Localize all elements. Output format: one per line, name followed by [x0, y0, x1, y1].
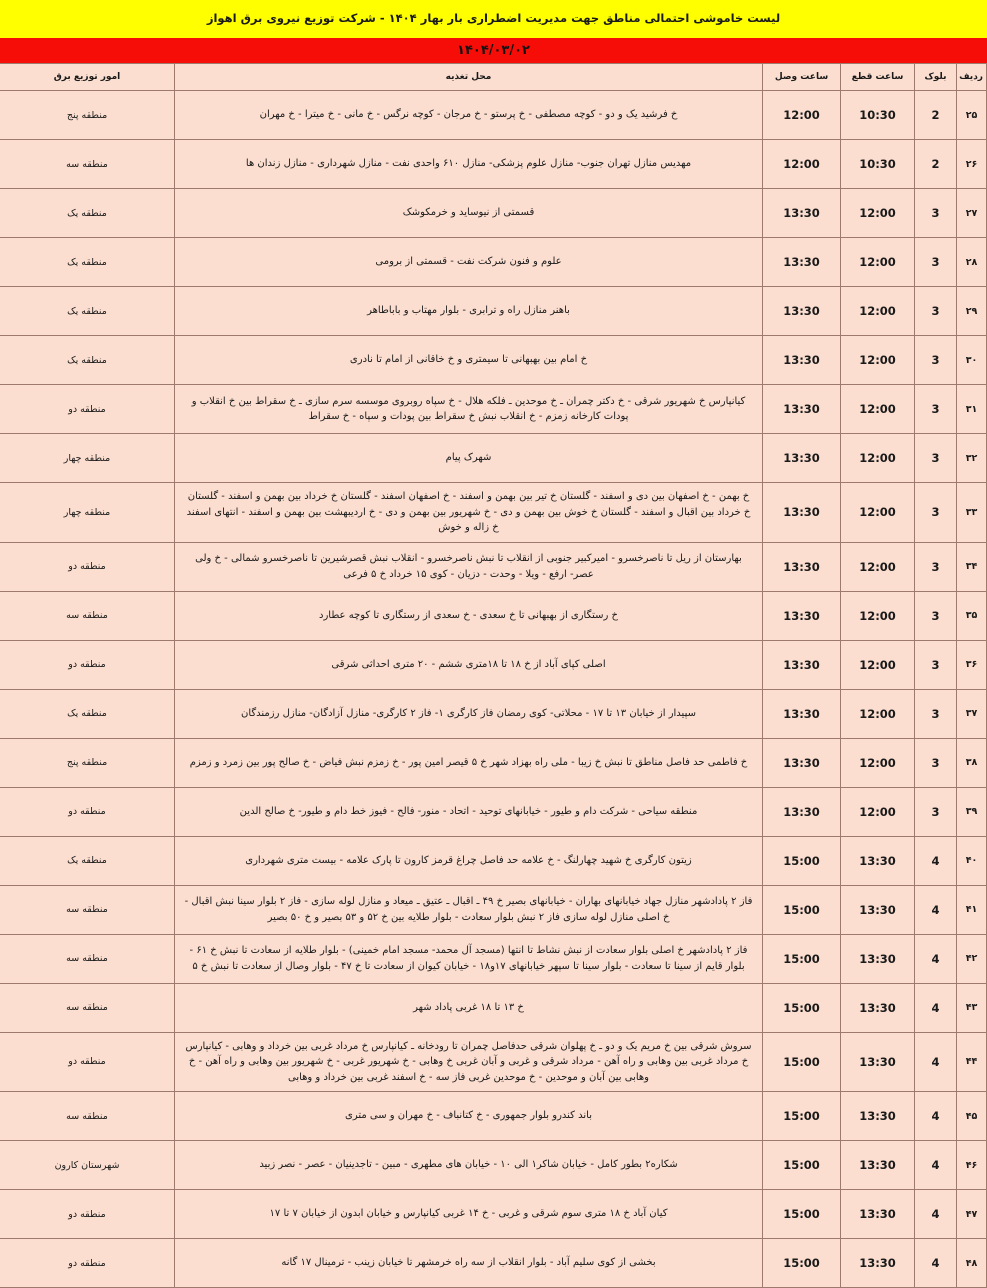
cell-radif: ۴۸ — [957, 1239, 987, 1288]
table-row — [0, 934, 987, 983]
cell-connect-time: 13:30 — [763, 640, 841, 689]
table-row — [0, 1092, 987, 1141]
cell-distribution-office: منطقه یک — [0, 287, 175, 336]
table-row — [0, 287, 987, 336]
cell-connect-time: 13:30 — [763, 689, 841, 738]
cell-disconnect-time: 12:00 — [841, 542, 915, 591]
cell-distribution-office: شهرستان کارون — [0, 1141, 175, 1190]
cell-block: 4 — [915, 1190, 957, 1239]
title-banner — [0, 0, 987, 38]
cell-disconnect-time: 10:30 — [841, 140, 915, 189]
page-title: لیست خاموشی احتمالی مناطق جهت مدیریت اضطراری بار بهار ۱۴۰۴ - شرکت توزیع نیروی برق اهواز — [206, 10, 781, 25]
cell-distribution-office: منطقه پنج — [0, 738, 175, 787]
cell-connect-time: 12:00 — [763, 140, 841, 189]
cell-disconnect-time: 12:00 — [841, 385, 915, 434]
cell-distribution-office: منطقه دو — [0, 542, 175, 591]
cell-feeding-location: سروش شرقی بین خ مریم یک و دو ـ خ پهلوان شرقی حدفاصل چمران تا رودخانه ـ کیانپارس خ مرداد غربی بین خرداد و وهابی - کیانپارس خ مرداد غربی بین وهابی و راه آهن - مرداد شرقی و غربی و آبان غربی خ وهابی - خ شهریور غربی - خ شهریور بین وهابی و راه آهن - خ وهابی بین آبان و موحدین - خ موحدین غربی فاز سه - خ اسفند غربی بین خرداد و وهابی — [175, 1032, 763, 1092]
table-row — [0, 885, 987, 934]
cell-block: 4 — [915, 885, 957, 934]
cell-connect-time: 12:00 — [763, 91, 841, 140]
cell-connect-time: 15:00 — [763, 1032, 841, 1092]
table-row — [0, 238, 987, 287]
cell-distribution-office: منطقه دو — [0, 385, 175, 434]
cell-disconnect-time: 10:30 — [841, 91, 915, 140]
cell-feeding-location: خ بهمن - خ اصفهان بین دی و اسفند - گلستان خ تیر بین بهمن و اسفند - خ اصفهان اسفند - گلستان خ خرداد بین بهمن و اسفند - گلستان خ خرداد بین اقبال و اسفند - گلستان خ خوش بین بهمن و دی - خ شهریور بین بهمن و دی - خ اردیبهشت بین بهمن و اسفند - انتهای اسفند خ زاله و خوش — [175, 483, 763, 543]
cell-distribution-office: منطقه سه — [0, 934, 175, 983]
column-header-connect-time: ساعت وصل — [763, 64, 841, 91]
cell-disconnect-time: 12:00 — [841, 738, 915, 787]
cell-block: 3 — [915, 434, 957, 483]
cell-connect-time: 13:30 — [763, 738, 841, 787]
cell-radif: ۲۷ — [957, 189, 987, 238]
cell-radif: ۳۰ — [957, 336, 987, 385]
cell-feeding-location: باند کندرو بلوار جمهوری - خ کتانباف - خ مهران و سی متری — [175, 1092, 763, 1141]
cell-disconnect-time: 13:30 — [841, 934, 915, 983]
column-header-radif: ردیف — [957, 64, 987, 91]
cell-connect-time: 13:30 — [763, 287, 841, 336]
cell-block: 4 — [915, 1141, 957, 1190]
cell-feeding-location: منطقه سیاحی - شرکت دام و طیور - خیابانهای توحید - اتحاد - منور- فالح - فیوز خط دام و طیور- خ صالح الدین — [175, 787, 763, 836]
cell-feeding-location: سپیدار از خیابان ۱۳ تا ۱۷ - محلاتی- کوی رمضان فاز کارگری ۱- فاز ۲ کارگری- منازل آزادگان- منازل رزمندگان — [175, 689, 763, 738]
cell-block: 3 — [915, 287, 957, 336]
table-row — [0, 385, 987, 434]
cell-disconnect-time: 12:00 — [841, 483, 915, 543]
cell-disconnect-time: 12:00 — [841, 189, 915, 238]
cell-block: 3 — [915, 591, 957, 640]
cell-disconnect-time: 13:30 — [841, 1092, 915, 1141]
cell-connect-time: 13:30 — [763, 787, 841, 836]
cell-disconnect-time: 12:00 — [841, 336, 915, 385]
cell-distribution-office: منطقه یک — [0, 238, 175, 287]
cell-block: 3 — [915, 738, 957, 787]
cell-connect-time: 15:00 — [763, 1141, 841, 1190]
table-header-row — [0, 64, 987, 91]
cell-distribution-office: منطقه سه — [0, 885, 175, 934]
cell-distribution-office: منطقه یک — [0, 336, 175, 385]
cell-disconnect-time: 13:30 — [841, 1190, 915, 1239]
cell-radif: ۴۷ — [957, 1190, 987, 1239]
cell-connect-time: 13:30 — [763, 591, 841, 640]
cell-block: 2 — [915, 140, 957, 189]
cell-connect-time: 13:30 — [763, 189, 841, 238]
table-row — [0, 836, 987, 885]
cell-radif: ۳۳ — [957, 483, 987, 543]
cell-radif: ۳۷ — [957, 689, 987, 738]
cell-radif: ۴۴ — [957, 1032, 987, 1092]
cell-feeding-location: خ امام بین بهبهانی تا سیمتری و خ خاقانی از امام تا نادری — [175, 336, 763, 385]
cell-block: 4 — [915, 1092, 957, 1141]
table-header — [0, 64, 987, 91]
table-row — [0, 591, 987, 640]
cell-distribution-office: منطقه دو — [0, 787, 175, 836]
table-row — [0, 91, 987, 140]
cell-distribution-office: منطقه چهار — [0, 483, 175, 543]
cell-feeding-location: کیان آباد خ ۱۸ متری سوم شرقی و غربی - خ ۱۴ غربی کیانپارس و خیابان ابدون از خیابان ۷ تا ۱۷ — [175, 1190, 763, 1239]
cell-disconnect-time: 12:00 — [841, 238, 915, 287]
cell-radif: ۲۵ — [957, 91, 987, 140]
cell-connect-time: 15:00 — [763, 885, 841, 934]
cell-distribution-office: منطقه دو — [0, 1032, 175, 1092]
cell-disconnect-time: 12:00 — [841, 591, 915, 640]
cell-block: 3 — [915, 483, 957, 543]
cell-feeding-location: بخشی از کوی سلیم آباد - بلوار انقلاب از سه راه خرمشهر تا خیابان زینب - ترمینال ۱۷ گانه — [175, 1239, 763, 1288]
cell-feeding-location: شهرک پیام — [175, 434, 763, 483]
cell-disconnect-time: 12:00 — [841, 787, 915, 836]
cell-connect-time: 15:00 — [763, 1190, 841, 1239]
table-row — [0, 689, 987, 738]
column-header-block: بلوک — [915, 64, 957, 91]
cell-distribution-office: منطقه سه — [0, 140, 175, 189]
cell-disconnect-time: 12:00 — [841, 434, 915, 483]
cell-distribution-office: منطقه دو — [0, 640, 175, 689]
cell-distribution-office: منطقه سه — [0, 983, 175, 1032]
cell-radif: ۳۴ — [957, 542, 987, 591]
cell-radif: ۳۵ — [957, 591, 987, 640]
cell-feeding-location: علوم و فنون شرکت نفت - قسمتی از برومی — [175, 238, 763, 287]
cell-block: 4 — [915, 836, 957, 885]
cell-disconnect-time: 13:30 — [841, 1239, 915, 1288]
cell-radif: ۴۶ — [957, 1141, 987, 1190]
cell-radif: ۳۹ — [957, 787, 987, 836]
cell-feeding-location: خ فرشید یک و دو - کوچه مصطفی - خ پرستو - خ مرجان - کوچه نرگس - خ مانی - خ میترا - خ مهران — [175, 91, 763, 140]
cell-block: 3 — [915, 238, 957, 287]
cell-disconnect-time: 12:00 — [841, 640, 915, 689]
table-row — [0, 1032, 987, 1092]
date-banner — [0, 38, 987, 63]
cell-block: 4 — [915, 983, 957, 1032]
cell-feeding-location: مهدیس منازل تهران جنوب- منازل علوم پزشکی- منازل ۶۱۰ واحدی نفت - منازل شهرداری - منازل زندان ها — [175, 140, 763, 189]
cell-feeding-location: کیانپارس خ شهریور شرقی - خ دکتر چمران ـ خ موحدین ـ فلکه هلال - خ سپاه روبروی موسسه سرم سازی ـ خ سقراط بین خ انقلاب و پودات کارخانه زمزم - خ انقلاب نبش خ سقراط بین پودات و سپاه - خ سقراط — [175, 385, 763, 434]
cell-connect-time: 15:00 — [763, 1239, 841, 1288]
cell-feeding-location: باهنر منازل راه و ترابری - بلوار مهتاب و باباطاهر — [175, 287, 763, 336]
cell-radif: ۲۸ — [957, 238, 987, 287]
cell-radif: ۲۶ — [957, 140, 987, 189]
cell-disconnect-time: 13:30 — [841, 885, 915, 934]
cell-block: 3 — [915, 336, 957, 385]
cell-disconnect-time: 13:30 — [841, 1141, 915, 1190]
cell-radif: ۳۶ — [957, 640, 987, 689]
cell-distribution-office: منطقه سه — [0, 1092, 175, 1141]
cell-feeding-location: فاز ۲ پادادشهر منازل جهاد خیابانهای بهاران - خیابانهای بصیر خ ۴۹ ـ اقبال ـ عتیق ـ میعاد و منازل لوله سازی - فاز ۲ بلوار سینا نبش اقبال - خ اصلی منازل لوله سازی فاز ۲ نبش بلوار سعادت - بلوار طلایه بین خ ۵۲ و ۵۳ بصیر و خ ۵۰ بصیر — [175, 885, 763, 934]
cell-block: 4 — [915, 1032, 957, 1092]
cell-feeding-location: فاز ۲ پادادشهر خ اصلی بلوار سعادت از نبش نشاط تا انتها (مسجد آل محمد- مسجد امام خمینی) - بلوار طلایه از سعادت تا نبش خ ۶۱ - بلوار قایم از سینا تا سعادت - بلوار سینا تا سپهر خیابانهای ۱۷و۱۸ - خیابان کیوان از سعادت تا خ ۴۷ - بلوار وصال از سعادت تا نبش خ ۵ — [175, 934, 763, 983]
cell-feeding-location: خ فاطمی حد فاصل مناطق تا نبش خ زیبا - ملی راه بهزاد شهر خ ۵ قیصر امین پور - خ زمزم نبش فیاض - خ صالح پور بین زمرد و زمزم — [175, 738, 763, 787]
table-row — [0, 1141, 987, 1190]
table-body — [0, 91, 987, 1288]
cell-disconnect-time: 12:00 — [841, 689, 915, 738]
column-header-disconnect-time: ساعت قطع — [841, 64, 915, 91]
cell-radif: ۳۲ — [957, 434, 987, 483]
cell-distribution-office: منطقه یک — [0, 189, 175, 238]
cell-distribution-office: منطقه چهار — [0, 434, 175, 483]
cell-disconnect-time: 13:30 — [841, 836, 915, 885]
cell-distribution-office: منطقه یک — [0, 836, 175, 885]
cell-block: 4 — [915, 1239, 957, 1288]
table-row — [0, 983, 987, 1032]
cell-feeding-location: قسمتی از نیوساید و خرمکوشک — [175, 189, 763, 238]
cell-block: 3 — [915, 640, 957, 689]
schedule-date: ۱۴۰۴/۰۳/۰۲ — [457, 43, 530, 58]
table-row — [0, 434, 987, 483]
column-header-feeding-location: محل تغذیه — [175, 64, 763, 91]
table-row — [0, 483, 987, 543]
table-row — [0, 640, 987, 689]
cell-block: 3 — [915, 189, 957, 238]
cell-connect-time: 13:30 — [763, 336, 841, 385]
cell-connect-time: 13:30 — [763, 385, 841, 434]
cell-distribution-office: منطقه دو — [0, 1239, 175, 1288]
cell-connect-time: 15:00 — [763, 1092, 841, 1141]
cell-disconnect-time: 13:30 — [841, 1032, 915, 1092]
cell-feeding-location: اصلی کپای آباد از خ ۱۸ تا ۱۸متری ششم - ۲۰ متری احداثی شرقی — [175, 640, 763, 689]
table-row — [0, 140, 987, 189]
cell-connect-time: 13:30 — [763, 434, 841, 483]
cell-distribution-office: منطقه پنج — [0, 91, 175, 140]
table-row — [0, 738, 987, 787]
cell-block: 3 — [915, 689, 957, 738]
cell-feeding-location: زیتون کارگری خ شهید چهارلنگ - خ علامه حد فاصل چراغ قرمز کارون تا پارک علامه - بیست متری شهرداری — [175, 836, 763, 885]
cell-disconnect-time: 12:00 — [841, 287, 915, 336]
cell-block: 3 — [915, 787, 957, 836]
cell-radif: ۴۵ — [957, 1092, 987, 1141]
cell-radif: ۲۹ — [957, 287, 987, 336]
cell-radif: ۳۸ — [957, 738, 987, 787]
table-row — [0, 1190, 987, 1239]
cell-feeding-location: خ رستگاری از بهبهانی تا خ سعدی - خ سعدی از رستگاری تا کوچه عطارد — [175, 591, 763, 640]
cell-distribution-office: منطقه یک — [0, 689, 175, 738]
cell-connect-time: 13:30 — [763, 542, 841, 591]
cell-connect-time: 15:00 — [763, 983, 841, 1032]
cell-connect-time: 13:30 — [763, 483, 841, 543]
cell-radif: ۴۱ — [957, 885, 987, 934]
column-header-distribution-office: امور توزیع برق — [0, 64, 175, 91]
cell-radif: ۴۳ — [957, 983, 987, 1032]
cell-connect-time: 13:30 — [763, 238, 841, 287]
cell-radif: ۳۱ — [957, 385, 987, 434]
cell-disconnect-time: 13:30 — [841, 983, 915, 1032]
cell-distribution-office: منطقه سه — [0, 591, 175, 640]
cell-connect-time: 15:00 — [763, 934, 841, 983]
table-row — [0, 336, 987, 385]
cell-feeding-location: بهارستان از ریل تا ناصرخسرو - امیرکبیر جنوبی از انقلاب تا نبش ناصرخسرو - انقلاب نبش قصرشیرین تا ناصرخسرو شمالی - خ ولی عصر- ارفع - ویلا - وحدت - دزیان - کوی ۱۵ خرداد خ ۵ فرعی — [175, 542, 763, 591]
cell-radif: ۴۲ — [957, 934, 987, 983]
cell-connect-time: 15:00 — [763, 836, 841, 885]
cell-feeding-location: خ ۱۳ تا ۱۸ غربی پاداد شهر — [175, 983, 763, 1032]
cell-radif: ۴۰ — [957, 836, 987, 885]
outage-table — [0, 63, 987, 1288]
table-row — [0, 189, 987, 238]
cell-block: 3 — [915, 542, 957, 591]
table-row — [0, 787, 987, 836]
cell-distribution-office: منطقه دو — [0, 1190, 175, 1239]
cell-block: 2 — [915, 91, 957, 140]
table-row — [0, 1239, 987, 1288]
table-row — [0, 542, 987, 591]
cell-block: 4 — [915, 934, 957, 983]
cell-feeding-location: شکاره۲ بطور کامل - خیابان شاکر۱ الی ۱۰ - خیابان های مطهری - مبین - تاجدینیان - عصر - نصر زبید — [175, 1141, 763, 1190]
cell-block: 3 — [915, 385, 957, 434]
